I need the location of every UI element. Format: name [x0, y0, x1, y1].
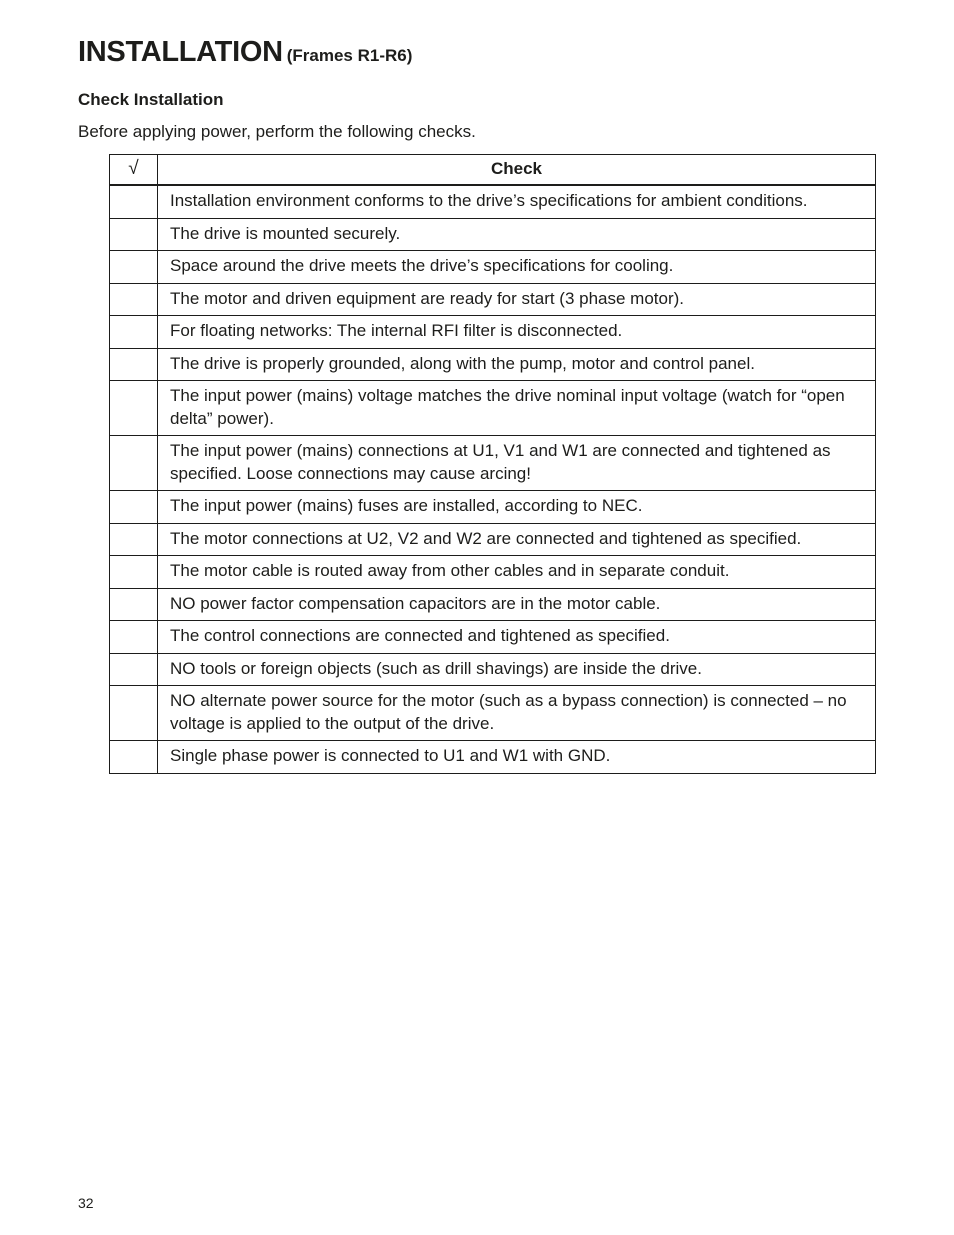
checkbox-cell[interactable]: [110, 283, 158, 316]
check-column-header: Check: [158, 155, 876, 186]
tick-column-header: √: [110, 155, 158, 186]
table-row: [110, 251, 876, 284]
check-item-text: The motor connections at U2, V2 and W2 are connected and tightened as specified.: [158, 523, 876, 556]
check-item-text: The input power (mains) fuses are installed, according to NEC.: [158, 491, 876, 524]
table-row: [110, 348, 876, 381]
page-number: 32: [78, 1195, 94, 1211]
installation-checklist-table: [109, 154, 876, 774]
check-item-text: NO alternate power source for the motor (such as a bypass connection) is connected – no voltage is applied to the output of the drive.: [158, 686, 876, 741]
check-item-text: The motor cable is routed away from other cables and in separate conduit.: [158, 556, 876, 589]
check-item-text: The control connections are connected and tightened as specified.: [158, 621, 876, 654]
table-row: [110, 621, 876, 654]
table-row: [110, 381, 876, 436]
checkbox-cell[interactable]: [110, 218, 158, 251]
checkbox-cell[interactable]: [110, 653, 158, 686]
check-item-text: The input power (mains) connections at U1, V1 and W1 are connected and tightened as specified. Loose connections may cause arcing!: [158, 436, 876, 491]
table-row: [110, 283, 876, 316]
table-row: [110, 588, 876, 621]
check-item-text: Single phase power is connected to U1 and W1 with GND.: [158, 741, 876, 774]
checkbox-cell[interactable]: [110, 185, 158, 218]
checkbox-cell[interactable]: [110, 316, 158, 349]
checkbox-cell[interactable]: [110, 348, 158, 381]
checkbox-cell[interactable]: [110, 741, 158, 774]
check-item-text: The input power (mains) voltage matches the drive nominal input voltage (watch for “open delta” power).: [158, 381, 876, 436]
checkbox-cell[interactable]: [110, 556, 158, 589]
table-row: [110, 218, 876, 251]
table-row: [110, 185, 876, 218]
table-row: [110, 523, 876, 556]
checkbox-cell[interactable]: [110, 588, 158, 621]
check-item-text: NO tools or foreign objects (such as drill shavings) are inside the drive.: [158, 653, 876, 686]
table-row: [110, 316, 876, 349]
checkbox-cell[interactable]: [110, 621, 158, 654]
check-item-text: Installation environment conforms to the drive’s specifications for ambient conditions.: [158, 185, 876, 218]
table-row: [110, 653, 876, 686]
check-item-text: The drive is properly grounded, along with the pump, motor and control panel.: [158, 348, 876, 381]
checkbox-cell[interactable]: [110, 686, 158, 741]
table-row: [110, 686, 876, 741]
table-header-row: [110, 155, 876, 186]
table-row: [110, 556, 876, 589]
section-heading: Check Installation: [78, 90, 224, 109]
page-title-frames: (Frames R1-R6): [286, 46, 413, 65]
checkbox-cell[interactable]: [110, 381, 158, 436]
table-row: [110, 491, 876, 524]
check-item-text: The motor and driven equipment are ready for start (3 phase motor).: [158, 283, 876, 316]
checkbox-cell[interactable]: [110, 436, 158, 491]
page-title-main: INSTALLATION: [78, 36, 283, 68]
table-row: [110, 436, 876, 491]
check-item-text: The drive is mounted securely.: [158, 218, 876, 251]
checkbox-cell[interactable]: [110, 523, 158, 556]
page-title: [78, 34, 412, 67]
checkbox-cell[interactable]: [110, 491, 158, 524]
table-row: [110, 741, 876, 774]
check-item-text: For floating networks: The internal RFI filter is disconnected.: [158, 316, 876, 349]
intro-text: Before applying power, perform the following checks.: [78, 122, 476, 141]
check-item-text: NO power factor compensation capacitors are in the motor cable.: [158, 588, 876, 621]
checkbox-cell[interactable]: [110, 251, 158, 284]
check-item-text: Space around the drive meets the drive’s specifications for cooling.: [158, 251, 876, 284]
